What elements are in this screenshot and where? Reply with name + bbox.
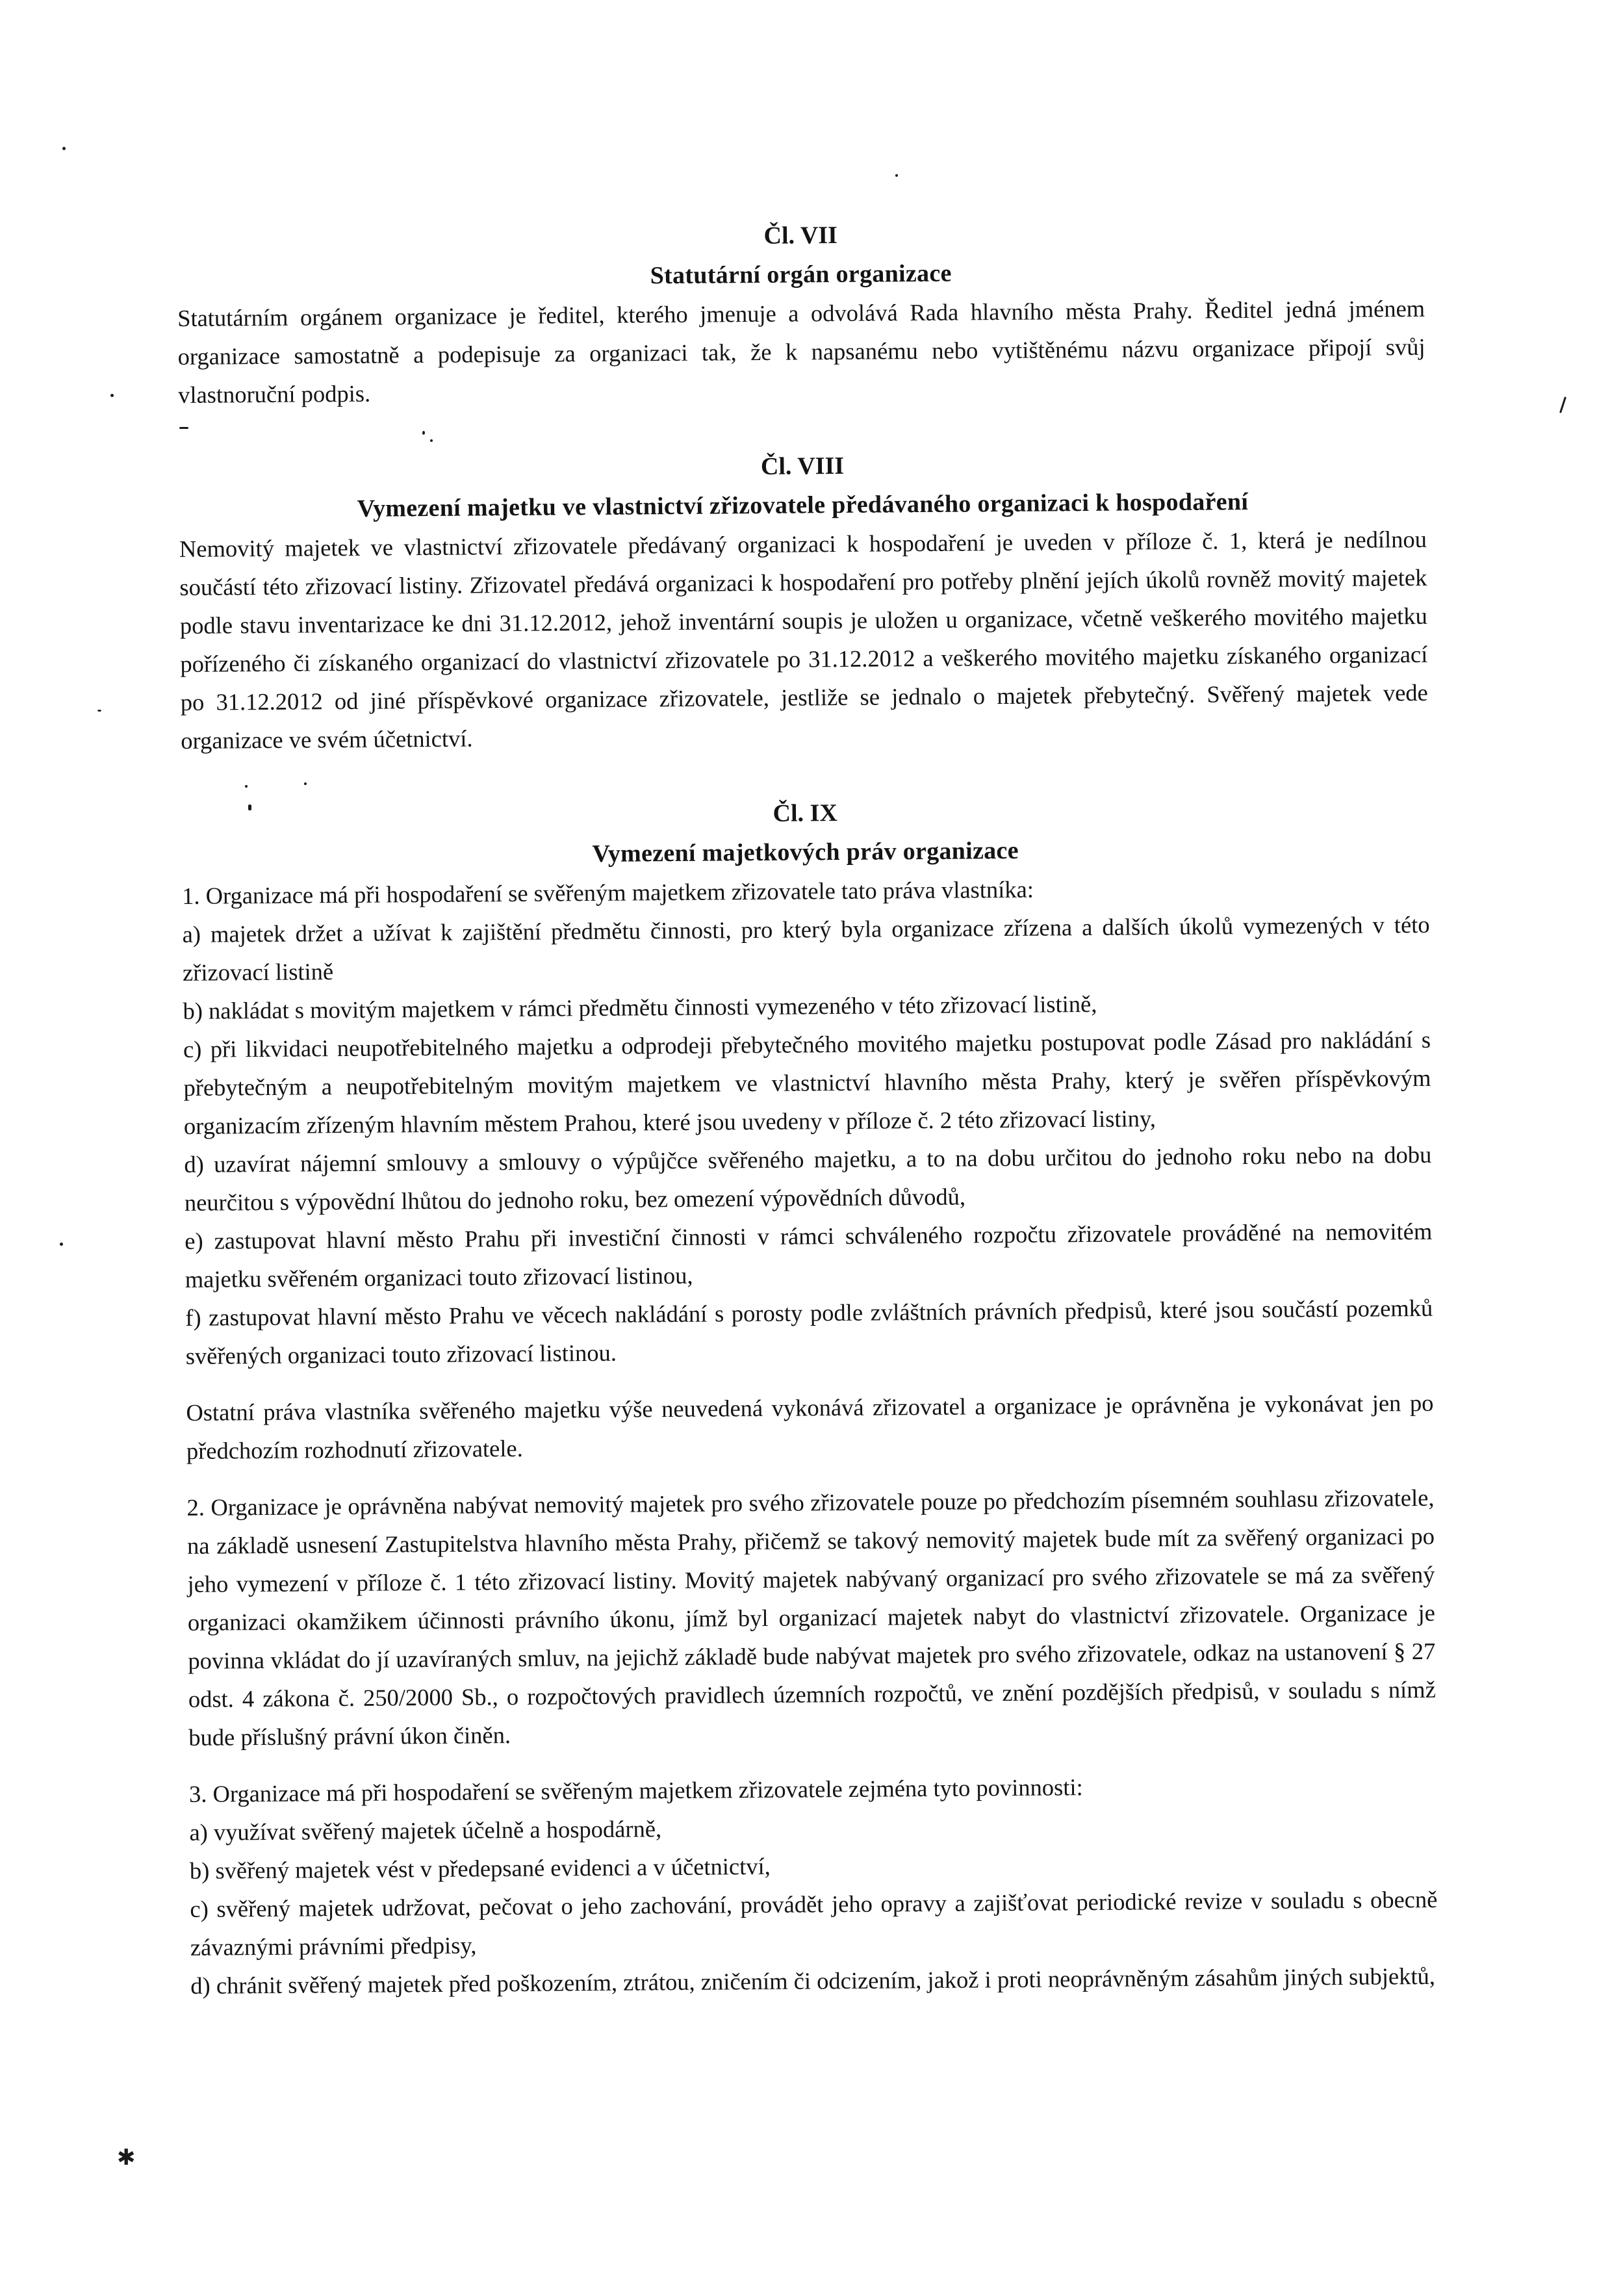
article-number: Čl. IX <box>773 799 837 827</box>
list-item: f) zastupovat hlavní město Prahu ve věcech nakládání s porosty podle zvláštních právních předpisů, které jsou součástí pozemků svěřených organizaci touto zřizovací listinou. <box>185 1294 1433 1369</box>
list-item: c) svěřený majetek udržovat, pečovat o jeho zachování, provádět jeho opravy a zajišťovat periodické revize v souladu s obecně závaznými právními předpisy, <box>190 1885 1438 1961</box>
article-9 <box>181 789 1438 2005</box>
scan-mark-icon: ✱ <box>117 2145 136 2171</box>
list-item: c) při likvidaci neupotřebitelného majetku a odprodeji přebytečného movitého majetku postupovat podle Zásad pro nakládání s přebytečným a neupotřebitelným movitým majetkem ve vlastnictví hlavního města Prahy, který je svěřen příspěvkovým organizacím zřízeným hlavním městem Prahou, které jsou uvedeny v příloze č. 2 této zřizovací listiny, <box>183 1025 1431 1139</box>
section-1-closing: Ostatní práva vlastníka svěřeného majetku výše neuvedená vykonává zřizovatel a organizace je oprávněna je vykonávat jen po předchozím rozhodnutí zřizovatele. <box>186 1389 1434 1464</box>
section-1-intro: 1. Organizace má při hospodaření se svěřeným majetkem zřizovatele tato práva vlastníka: <box>181 875 1034 909</box>
list-item: e) zastupovat hlavní město Prahu při investiční činnosti v rámci schváleného rozpočtu zřizovatele prováděné na nemovitém majetku svěřeném organizaci touto zřizovací listinou, <box>185 1217 1433 1293</box>
list-item: a) majetek držet a užívat k zajištění předmětu činnosti, pro který byla organizace zřízena a dalších úkolů vymezených v této zřizovací listině <box>182 910 1430 986</box>
section-2: 2. Organizace je oprávněna nabývat nemovitý majetek pro svého zřizovatele pouze po předchozím písemném souhlasu zřizovatele, na základě usnesení Zastupitelstva hlavního města Prahy, přičemž se takový nemovitý majetek bude mít za svěřený organizaci po jeho vymezení v příloze č. 1 této zřizovací listiny. Movitý majetek nabývaný organizací pro svého zřizovatele se má za svěřený organizaci okamžikem účinnosti právního úkonu, jímž byl organizací majetek nabyt do vlastnictví zřizovatele. Organizace je povinna vkládat do jí uzavíraných smluv, na jejichž základě bude nabývat majetek pro svého zřizovatele, odkaz na ustanovení § 27 odst. 4 zákona č. 250/2000 Sb., o rozpočtových pravidlech územních rozpočtů, ve znění pozdějších předpisů, v souladu s nímž bude příslušný právní úkon činěn. <box>186 1484 1436 1751</box>
article-paragraph: Statutárním orgánem organizace je ředitel, kterého jmenuje a odvolává Rada hlavního města Prahy. Ředitel jedná jménem organizace samostatně a podepisuje za organizaci tak, že k napsanému nebo vytištěnému názvu organizace připojí svůj vlastnoruční podpis. <box>177 294 1425 408</box>
list-item: b) svěřený majetek vést v předepsané evidenci a v účetnictví, <box>189 1852 771 1884</box>
list-item: d) chránit svěřený majetek před poškozením, ztrátou, zničením či odcizením, jakož i proti neoprávněným zásahům jiných subjektů, <box>190 1962 1436 1999</box>
list-item: d) uzavírat nájemní smlouvy a smlouvy o výpůjčce svěřeného majetku, a to na dobu určitou do jednoho roku nebo na dobu neurčitou s výpovědní lhůtou do jednoho roku, bez omezení výpovědních důvodů, <box>184 1141 1432 1216</box>
article-title: Vymezení majetku ve vlastnictví zřizovatele předávaného organizaci k hospodaření <box>357 488 1249 522</box>
article-number: Čl. VII <box>763 222 838 250</box>
list-item: a) využívat svěřený majetek účelně a hospodárně, <box>189 1815 662 1846</box>
article-title: Statutární orgán organizace <box>650 259 952 290</box>
article-title: Vymezení majetkových práv organizace <box>592 836 1019 868</box>
article-8 <box>179 442 1429 760</box>
article-7 <box>177 211 1425 414</box>
article-paragraph: Nemovitý majetek ve vlastnictví zřizovatele předávaný organizaci k hospodaření je uveden v příloze č. 1, která je nedílnou součástí této zřizovací listiny. Zřizovatel předává organizaci k hospodaření pro potřeby plnění jejích úkolů rovněž movitý majetek podle stavu inventarizace ke dni 31.12.2012, jehož inventární soupis je uložen u organizace, včetně veškerého movitého majetku pořízeného či získaného organizací do vlastnictví zřizovatele po 31.12.2012 a veškerého movitého majetku získaného organizací po 31.12.2012 od jiné příspěvkové organizace zřizovatele, jestliže se jednalo o majetek přebytečný. Svěřený majetek vede organizace ve svém účetnictví. <box>179 525 1428 754</box>
document-body <box>177 211 1438 2005</box>
list-item: b) nakládat s movitým majetkem v rámci předmětu činnosti vymezeného v této zřizovací listině, <box>183 990 1097 1024</box>
section-3-intro: 3. Organizace má při hospodaření se svěřeným majetkem zřizovatele zejména tyto povinnosti: <box>188 1774 1083 1807</box>
article-number: Čl. VIII <box>760 452 845 480</box>
